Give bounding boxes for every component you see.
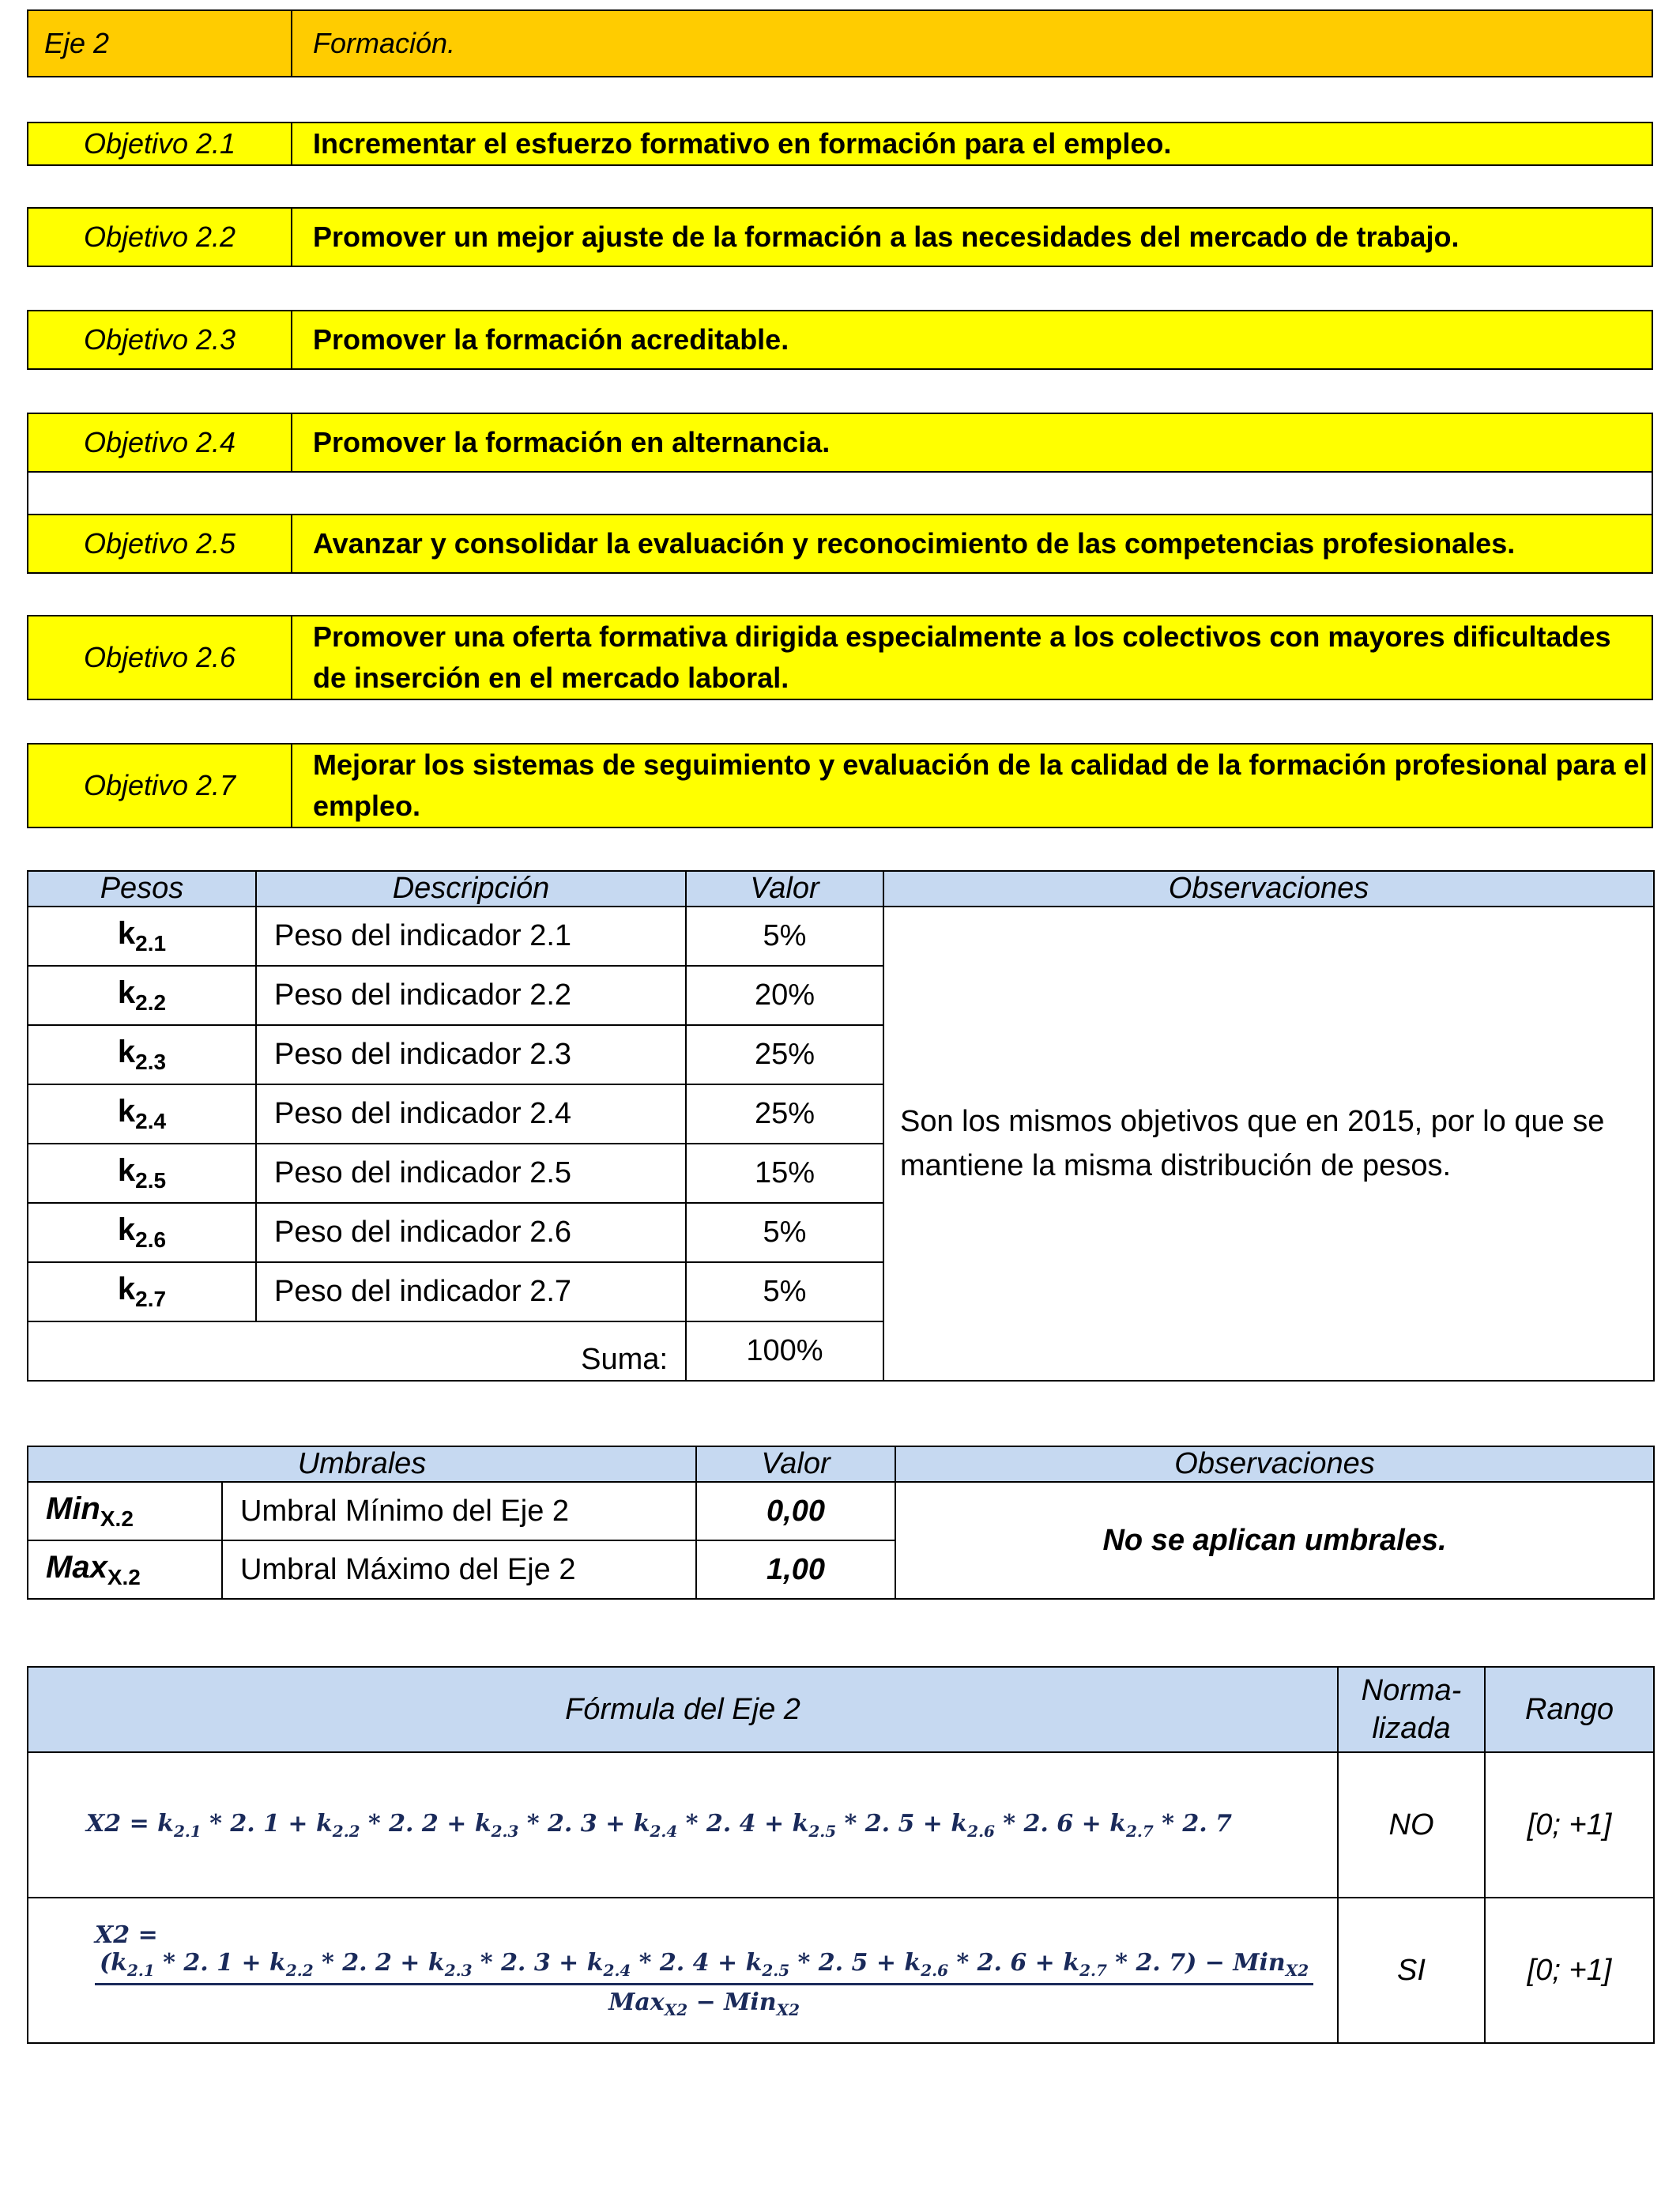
objective-text: Avanzar y consolidar la evaluación y reconocimiento de las competencias profesionales. [313, 527, 1516, 560]
weight-desc: Peso del indicador 2.6 [256, 1203, 686, 1262]
normalizada-value: SI [1338, 1898, 1485, 2043]
weight-desc: Peso del indicador 2.5 [256, 1144, 686, 1203]
formula-normalized: X2 = ($k_{2.1} * 2$. $1 + k_{2.2} * 2$. $2 + k_{2.3} * 2$. $3 + k_{2.4} * 2$. $4 + k_{2.5} * 2$. $5 + k_{2.6} * 2$. $6 + k_{2.7} * 2$. 7) − Min$_{X2}$ Max$_{X2}$ − Min$_{X2}$ [28, 1898, 1338, 2043]
weight-desc: Peso del indicador 2.7 [256, 1262, 686, 1321]
thresholds-table [27, 1446, 1655, 1600]
objective-row [27, 310, 1653, 370]
threshold-value: 1,00 [696, 1540, 895, 1599]
objective-label: Objetivo 2.5 [28, 515, 292, 572]
weight-value: 5% [686, 1203, 883, 1262]
weight-name: $k_{2.3}$ [28, 1025, 256, 1084]
objective-label: Objetivo 2.1 [28, 123, 292, 164]
objective-label: Objetivo 2.4 [28, 414, 292, 471]
objective-spacer [27, 473, 1653, 514]
sum-label: Suma: [28, 1321, 686, 1381]
objective-text: Mejorar los sistemas de seguimiento y evaluación de la calidad de la formación profesional para el empleo. [313, 748, 1648, 822]
threshold-name: Max$_{X.2}$ [28, 1540, 222, 1599]
table-row [28, 1482, 1654, 1540]
objective-text: Promover una oferta formativa dirigida especialmente a los colectivos con mayores dificultades de inserción en el mercado laboral. [313, 620, 1611, 694]
header-descripcion: Descripción [256, 871, 686, 907]
threshold-value: 0,00 [696, 1482, 895, 1540]
weight-value: 5% [686, 907, 883, 966]
normalizada-value: NO [1338, 1752, 1485, 1898]
header-rango: Rango [1485, 1667, 1654, 1752]
rango-value: [0; +1] [1485, 1752, 1654, 1898]
eje-title: Formación. [313, 27, 456, 59]
weight-value: 5% [686, 1262, 883, 1321]
objective-label: Objetivo 2.7 [28, 745, 292, 827]
weight-desc: Peso del indicador 2.2 [256, 966, 686, 1025]
objective-text: Promover un mejor ajuste de la formación a las necesidades del mercado de trabajo. [313, 221, 1460, 253]
objective-label: Objetivo 2.2 [28, 209, 292, 266]
threshold-desc: Umbral Máximo del Eje 2 [222, 1540, 696, 1599]
objective-text: Promover la formación en alternancia. [313, 426, 831, 458]
objective-text: Promover la formación acreditable. [313, 323, 789, 356]
formula-table [27, 1666, 1655, 2044]
header-umbrales: Umbrales [28, 1446, 696, 1482]
header-observaciones: Observaciones [895, 1446, 1654, 1482]
weight-desc: Peso del indicador 2.3 [256, 1025, 686, 1084]
objective-row [27, 413, 1653, 473]
weight-name: $k_{2.5}$ [28, 1144, 256, 1203]
weight-name: $k_{2.1}$ [28, 907, 256, 966]
objective-row [27, 615, 1653, 700]
objective-label: Objetivo 2.3 [28, 311, 292, 368]
threshold-desc: Umbral Mínimo del Eje 2 [222, 1482, 696, 1540]
weight-name: $k_{2.6}$ [28, 1203, 256, 1262]
objective-row [27, 514, 1653, 574]
table-row [28, 907, 1654, 966]
objective-row [27, 122, 1653, 166]
weights-observation: Son los mismos objetivos que en 2015, por lo que se mantiene la misma distribución de pesos. [883, 907, 1654, 1381]
objective-text: Incrementar el esfuerzo formativo en formación para el empleo. [313, 127, 1172, 160]
eje-header [27, 9, 1653, 77]
weight-value: 25% [686, 1025, 883, 1084]
objective-row [27, 743, 1653, 828]
weight-desc: Peso del indicador 2.4 [256, 1084, 686, 1144]
weight-value: 25% [686, 1084, 883, 1144]
header-observaciones: Observaciones [883, 871, 1654, 907]
header-valor: Valor [696, 1446, 895, 1482]
thresholds-observation: No se aplican umbrales. [895, 1482, 1654, 1599]
weight-name: $k_{2.4}$ [28, 1084, 256, 1144]
header-formula: Fórmula del Eje 2 [28, 1667, 1338, 1752]
threshold-name: Min$_{X.2}$ [28, 1482, 222, 1540]
table-row [28, 1898, 1654, 2043]
eje-label: Eje 2 [28, 11, 292, 76]
weight-desc: Peso del indicador 2.1 [256, 907, 686, 966]
sum-value: 100% [686, 1321, 883, 1381]
weights-table [27, 870, 1655, 1382]
weight-value: 15% [686, 1144, 883, 1203]
objective-label: Objetivo 2.6 [28, 616, 292, 699]
weight-name: $k_{2.2}$ [28, 966, 256, 1025]
weight-value: 20% [686, 966, 883, 1025]
header-valor: Valor [686, 871, 883, 907]
formula-plain: $X2 = k_{2.1} * 2$. $1 + k_{2.2} * 2$. $2 + k_{2.3} * 2$. $3 + k_{2.4} * 2$. $4 + k_{2.5} * 2$. $5 + k_{2.6} * 2$. $6 + k_{2.7} * 2$. 7 [28, 1752, 1338, 1898]
rango-value: [0; +1] [1485, 1898, 1654, 2043]
weight-name: $k_{2.7}$ [28, 1262, 256, 1321]
header-normalizada: Norma-lizada [1338, 1667, 1485, 1752]
table-row [28, 1752, 1654, 1898]
header-pesos: Pesos [28, 871, 256, 907]
objective-row [27, 207, 1653, 267]
